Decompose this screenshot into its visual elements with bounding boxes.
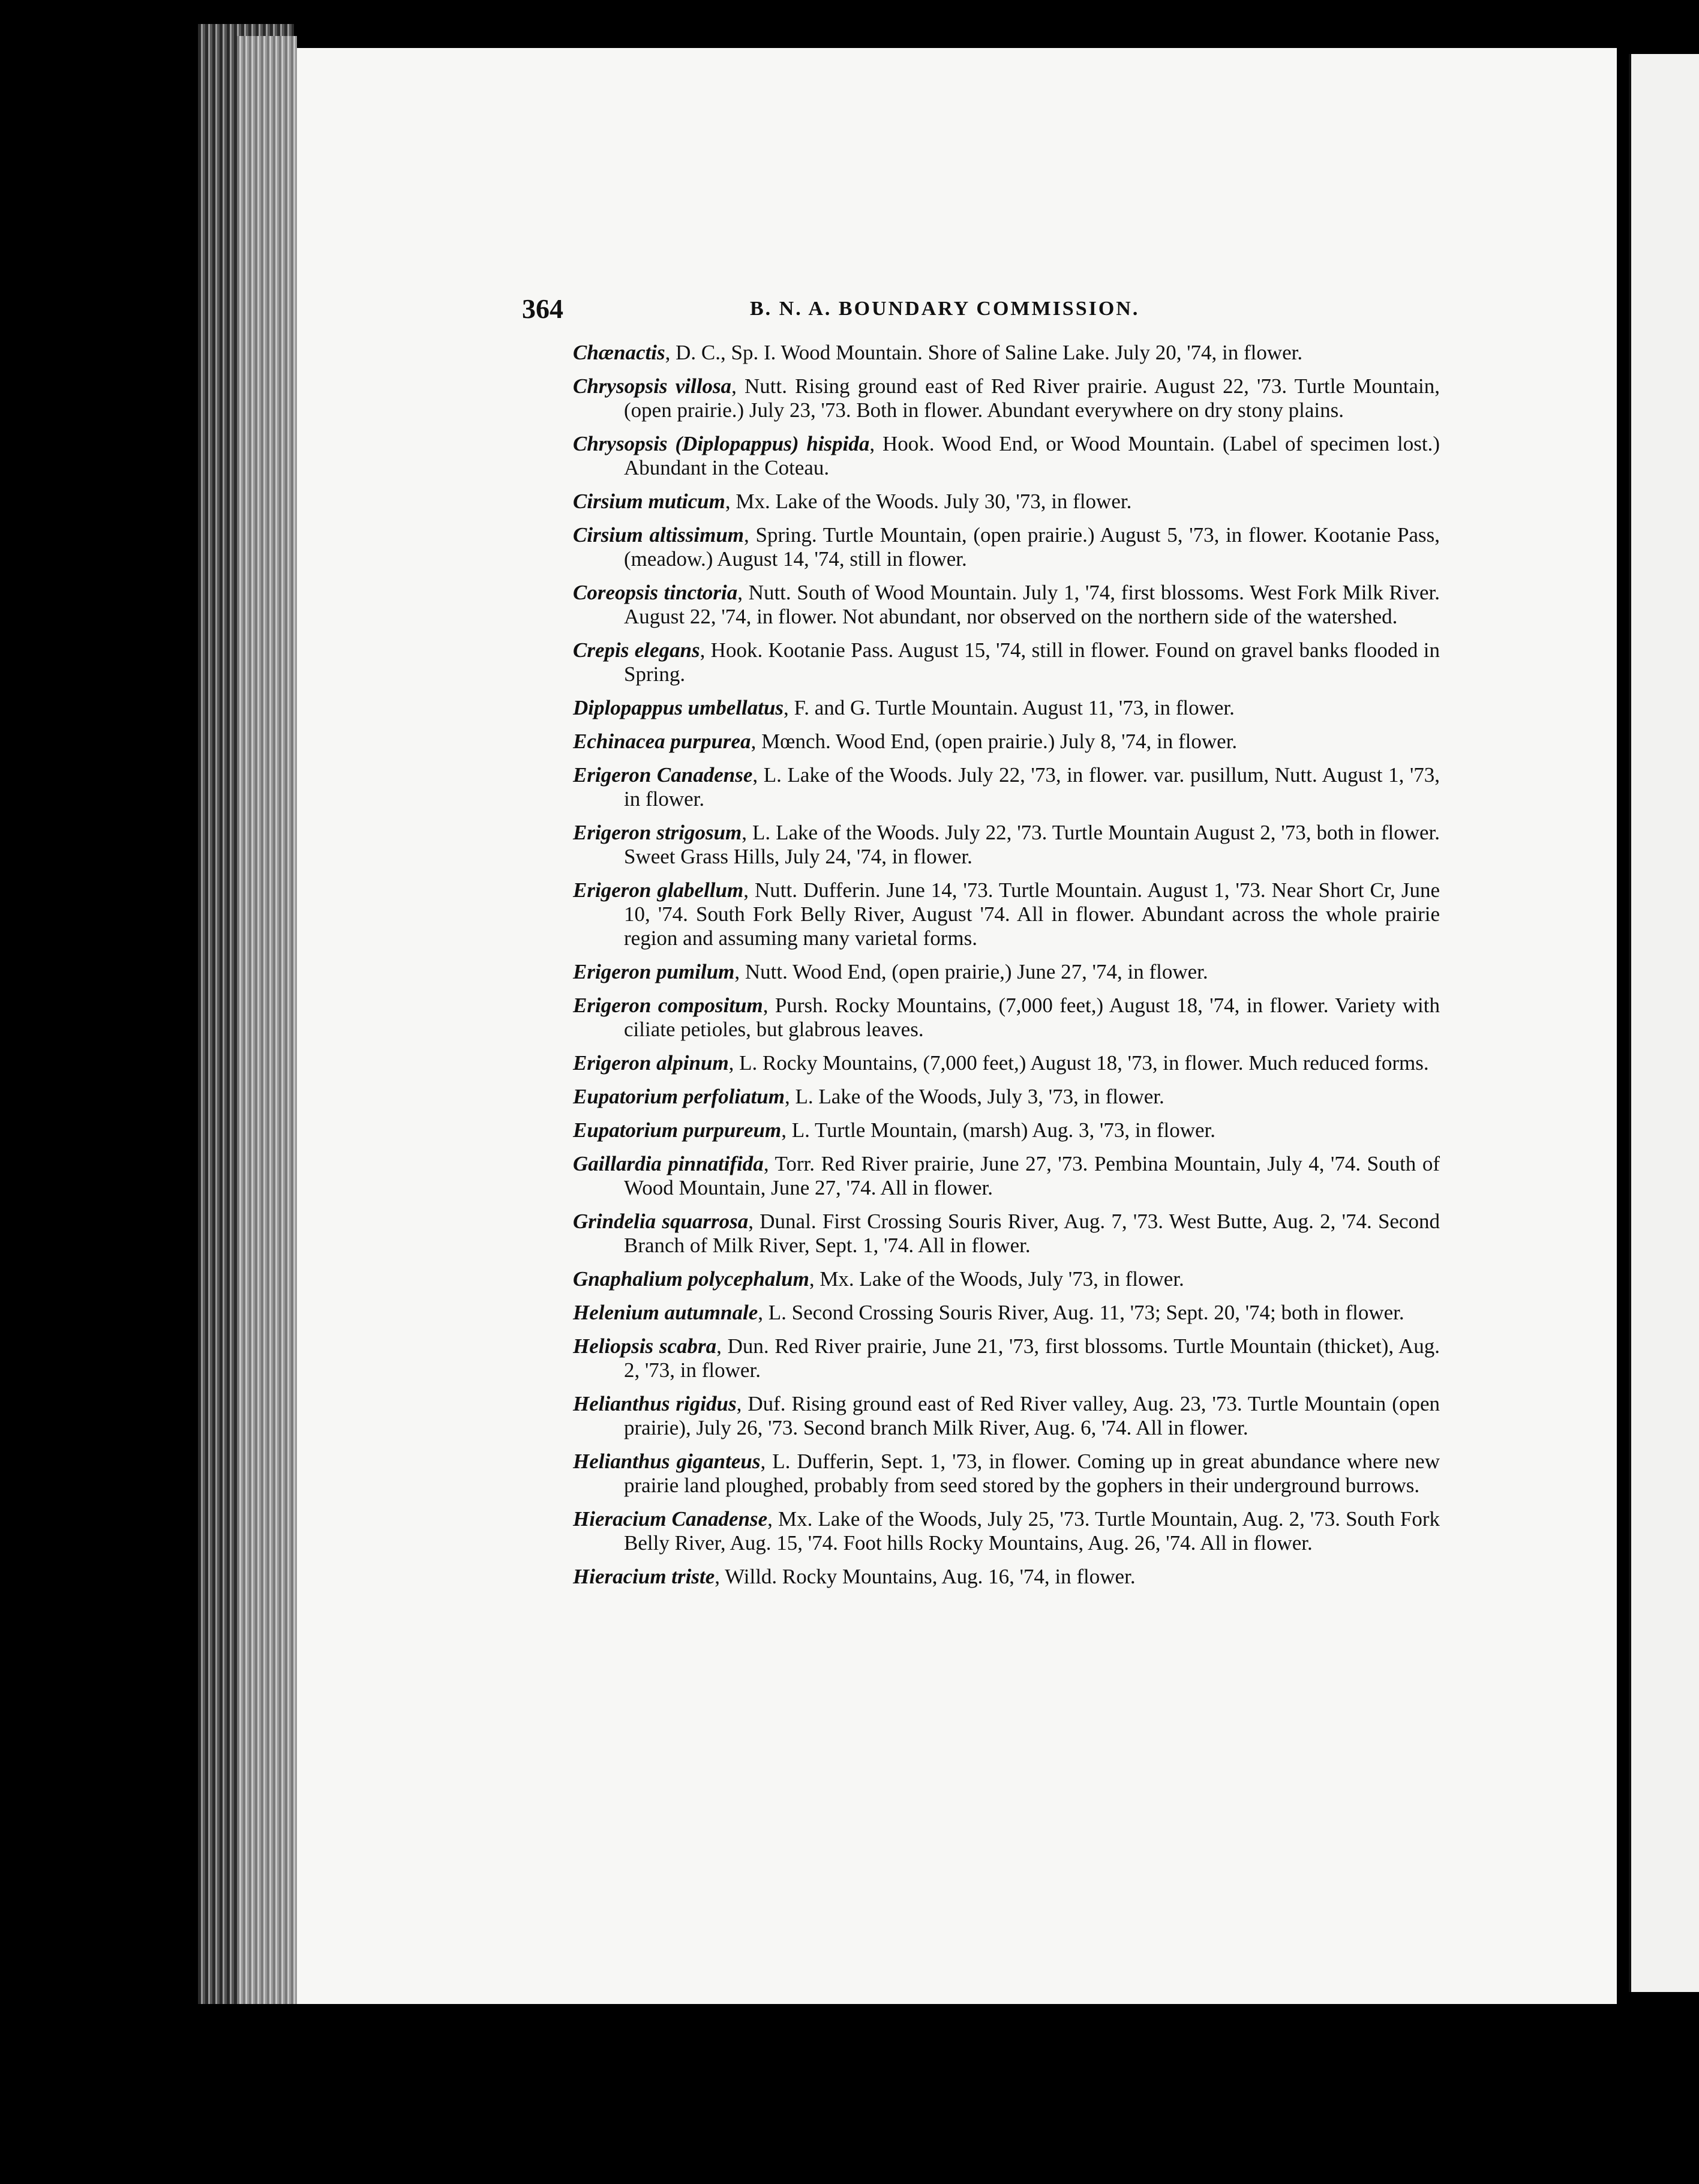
list-item bbox=[573, 730, 1440, 754]
book-page-edges-inner bbox=[237, 36, 297, 2004]
species-name: Chrysopsis villosa bbox=[573, 374, 732, 398]
list-item bbox=[573, 523, 1440, 571]
species-name: Grindelia squarrosa bbox=[573, 1210, 749, 1233]
species-name: Cirsium altissimum bbox=[573, 523, 745, 547]
species-name: Diplopappus umbellatus bbox=[573, 696, 784, 719]
species-name: Gnaphalium polycephalum bbox=[573, 1267, 809, 1291]
species-name: Gaillardia pinnatifida bbox=[573, 1152, 764, 1175]
list-item bbox=[573, 1051, 1440, 1075]
species-notes: , Duf. Rising ground east of Red River valley, Aug. 23, '73. Turtle Mountain (open prairie), July 26, '73. Second branch Milk River, Aug. 6, '74. All in flower. bbox=[624, 1392, 1440, 1439]
species-notes: , Nutt. Dufferin. June 14, '73. Turtle Mountain. August 1, '73. Near Short Cr, June 10, '74. South Fork Belly River, August '74. All in flower. Abundant across the whole prairie region and assuming many varietal forms. bbox=[624, 878, 1440, 950]
species-notes: , Dunal. First Crossing Souris River, Aug. 7, '73. West Butte, Aug. 2, '74. Second Branch of Milk River, Sept. 1, '74. All in flower. bbox=[624, 1210, 1440, 1257]
species-notes: , Mœnch. Wood End, (open prairie.) July 8, '74, in flower. bbox=[751, 730, 1238, 753]
species-name: Hieracium Canadense bbox=[573, 1507, 768, 1531]
species-name: Cirsium muticum bbox=[573, 490, 725, 513]
list-item bbox=[573, 1301, 1440, 1325]
running-head: B. N. A. BOUNDARY COMMISSION. bbox=[750, 298, 1140, 320]
list-item bbox=[573, 581, 1440, 629]
species-notes: , L. Lake of the Woods. July 22, '73, in flower. var. pusillum, Nutt. August 1, '73, in flower. bbox=[624, 763, 1440, 811]
species-name: Heliopsis scabra bbox=[573, 1334, 717, 1358]
next-page-edge bbox=[1629, 54, 1699, 1992]
species-name: Coreopsis tinctoria bbox=[573, 581, 738, 604]
species-name: Helianthus rigidus bbox=[573, 1392, 737, 1415]
species-name: Erigeron alpinum bbox=[573, 1051, 729, 1075]
list-item bbox=[573, 763, 1440, 811]
species-name: Hieracium triste bbox=[573, 1565, 715, 1588]
list-item bbox=[573, 341, 1440, 365]
species-notes: , L. Rocky Mountains, (7,000 feet,) August 18, '73, in flower. Much reduced forms. bbox=[728, 1051, 1429, 1075]
species-notes: , Dun. Red River prairie, June 21, '73, first blossoms. Turtle Mountain (thicket), Aug. 2, '73, in flower. bbox=[624, 1334, 1440, 1382]
species-name: Erigeron compositum bbox=[573, 994, 763, 1017]
species-notes: , D. C., Sp. I. Wood Mountain. Shore of Saline Lake. July 20, '74, in flower. bbox=[665, 341, 1303, 364]
species-notes: , L. Turtle Mountain, (marsh) Aug. 3, '73, in flower. bbox=[781, 1118, 1215, 1142]
list-item bbox=[573, 1210, 1440, 1258]
species-notes: , F. and G. Turtle Mountain. August 11, '73, in flower. bbox=[784, 696, 1235, 719]
species-name: Erigeron glabellum bbox=[573, 878, 744, 902]
species-notes: , L. Lake of the Woods. July 22, '73. Turtle Mountain August 2, '73, both in flower. Sweet Grass Hills, July 24, '74, in flower. bbox=[624, 821, 1440, 868]
list-item bbox=[573, 1507, 1440, 1555]
species-name: Chrysopsis (Diplopappus) hispida bbox=[573, 432, 870, 455]
species-notes: , Nutt. Wood End, (open prairie,) June 27, '74, in flower. bbox=[734, 960, 1208, 983]
list-item bbox=[573, 1118, 1440, 1142]
species-name: Echinacea purpurea bbox=[573, 730, 751, 753]
list-item bbox=[573, 696, 1440, 720]
species-list bbox=[573, 341, 1440, 1598]
list-item bbox=[573, 638, 1440, 686]
species-name: Eupatorium purpureum bbox=[573, 1118, 782, 1142]
list-item bbox=[573, 1392, 1440, 1440]
species-notes: , L. Lake of the Woods, July 3, '73, in flower. bbox=[785, 1085, 1164, 1108]
species-notes: , Spring. Turtle Mountain, (open prairie.) August 5, '73, in flower. Kootanie Pass, (meadow.) August 14, '74, still in flower. bbox=[624, 523, 1440, 571]
list-item bbox=[573, 1565, 1440, 1589]
species-name: Chænactis bbox=[573, 341, 665, 364]
species-name: Erigeron strigosum bbox=[573, 821, 742, 844]
page-header bbox=[522, 293, 1440, 329]
species-name: Eupatorium perfoliatum bbox=[573, 1085, 785, 1108]
list-item bbox=[573, 374, 1440, 422]
species-name: Erigeron pumilum bbox=[573, 960, 735, 983]
species-notes: , Mx. Lake of the Woods, July 25, '73. Turtle Mountain, Aug. 2, '73. South Fork Belly River, Aug. 15, '74. Foot hills Rocky Mountains, Aug. 26, '74. All in flower. bbox=[624, 1507, 1440, 1555]
species-name: Crepis elegans bbox=[573, 638, 700, 662]
species-notes: , Mx. Lake of the Woods, July '73, in flower. bbox=[809, 1267, 1184, 1291]
list-item bbox=[573, 960, 1440, 984]
list-item bbox=[573, 1267, 1440, 1291]
species-notes: , Willd. Rocky Mountains, Aug. 16, '74, in flower. bbox=[715, 1565, 1136, 1588]
list-item bbox=[573, 490, 1440, 514]
species-name: Helenium autumnale bbox=[573, 1301, 758, 1324]
species-name: Erigeron Canadense bbox=[573, 763, 753, 787]
page-number: 364 bbox=[522, 293, 563, 324]
list-item bbox=[573, 432, 1440, 480]
species-notes: , L. Second Crossing Souris River, Aug. 11, '73; Sept. 20, '74; both in flower. bbox=[758, 1301, 1404, 1324]
species-name: Helianthus giganteus bbox=[573, 1450, 761, 1473]
list-item bbox=[573, 1085, 1440, 1109]
species-notes: , Mx. Lake of the Woods. July 30, '73, in flower. bbox=[725, 490, 1132, 513]
list-item bbox=[573, 1450, 1440, 1498]
list-item bbox=[573, 878, 1440, 950]
list-item bbox=[573, 1334, 1440, 1382]
species-notes: , Hook. Kootanie Pass. August 15, '74, still in flower. Found on gravel banks flooded in Spring. bbox=[624, 638, 1440, 686]
species-notes: , Nutt. South of Wood Mountain. July 1, '74, first blossoms. West Fork Milk River. August 22, '74, in flower. Not abundant, nor observed on the northern side of the watershed. bbox=[624, 581, 1440, 628]
list-item bbox=[573, 1152, 1440, 1200]
species-notes: , L. Dufferin, Sept. 1, '73, in flower. Coming up in great abundance where new prairie land ploughed, probably from seed stored by the gophers in their underground burrows. bbox=[624, 1450, 1440, 1497]
species-notes: , Pursh. Rocky Mountains, (7,000 feet,) August 18, '74, in flower. Variety with ciliate petioles, but glabrous leaves. bbox=[624, 994, 1440, 1041]
species-notes: , Hook. Wood End, or Wood Mountain. (Label of specimen lost.) Abundant in the Coteau. bbox=[624, 432, 1440, 479]
species-notes: , Torr. Red River prairie, June 27, '73. Pembina Mountain, July 4, '74. South of Wood Mountain, June 27, '74. All in flower. bbox=[624, 1152, 1440, 1199]
list-item bbox=[573, 994, 1440, 1042]
species-notes: , Nutt. Rising ground east of Red River prairie. August 22, '73. Turtle Mountain, (open prairie.) July 23, '73. Both in flower. Abundant everywhere on dry stony plains. bbox=[624, 374, 1440, 422]
list-item bbox=[573, 821, 1440, 869]
